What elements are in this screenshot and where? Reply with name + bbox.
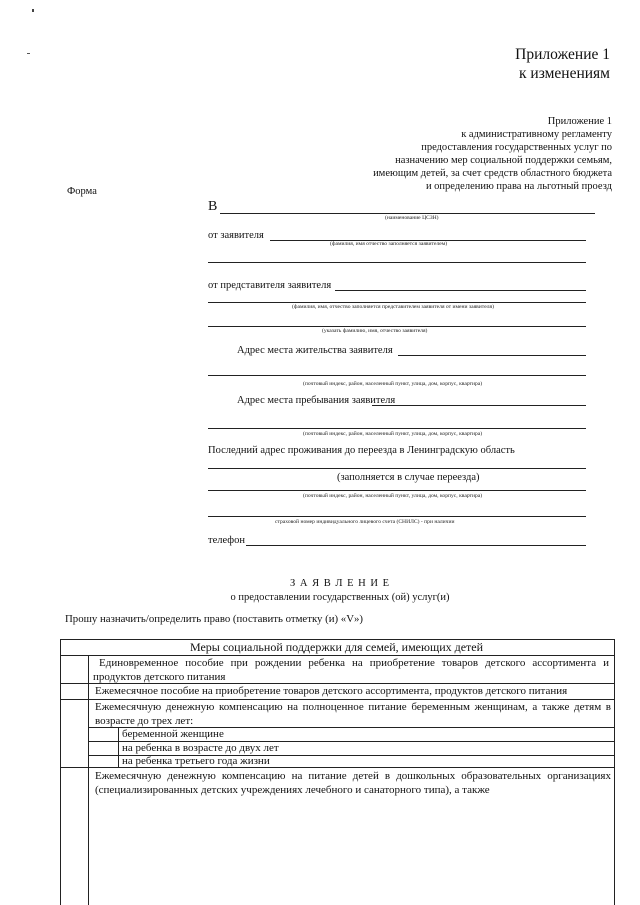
table-row: Ежемесячное пособие на приобретение товаров детского ассортимента, продуктов детского питания [95,685,568,697]
annex-header [515,45,610,83]
table-subrow: на ребенка третьего года жизни [122,755,270,767]
representative-hint-2: (указать фамилию, имя, отчество заявителя) [322,328,428,334]
applicant-hint: (фамилия, имя отчество заполняется заявителем) [330,241,448,247]
subrow-checkbox[interactable] [91,756,115,766]
representative-hint: (фамилия, имя, отчество заполняется представителем заявителя от имени заявителя) [292,304,494,310]
annex-subtitle: к изменениям [519,65,610,82]
to-prefix: В [208,199,218,214]
request-text: Прошу назначить/определить право (поставить отметку (и) «V») [65,613,363,625]
applicant-label: от заявителя [208,230,264,241]
regulation-annex-header [373,115,612,193]
subrow-checkbox[interactable] [91,729,115,740]
table-subrow: беременной женщине [122,728,224,740]
form-label: Форма [67,186,97,197]
row-checkbox[interactable] [63,658,85,680]
table-row: Ежемесячную денежную компенсацию на полноценное питание беременным женщинам, а также детям в возрасте до трех лет: [95,701,611,727]
applicant-field-line-2[interactable] [208,262,586,263]
annex-number: Приложение 1 [515,46,610,63]
snils-field-line[interactable] [208,516,586,517]
last-address-field-line[interactable] [208,468,586,469]
stay-label: Адрес места пребывания заявителя [237,395,396,406]
regulation-line: и определению права на льготный проезд [425,181,612,192]
phone-field-line[interactable] [246,545,586,546]
stay-field-line-2[interactable] [208,428,586,429]
residence-hint: (почтовый индекс, район, населенный пункт, улица, дом, корпус, квартира) [303,381,483,387]
representative-field-line-3[interactable] [208,326,586,327]
to-field-line[interactable] [220,213,595,214]
statement-title: З А Я В Л Е Н И Е [290,578,390,589]
representative-label: от представителя заявителя [208,280,332,291]
last-address-hint: (почтовый индекс, район, населенный пункт, улица, дом, корпус, квартира) [303,493,483,499]
scan-speck [27,53,30,54]
measures-table [60,639,615,905]
last-address-label: Последний адрес проживания до переезда в Ленинградскую область [208,445,515,456]
regulation-line: имеющим детей, за счет средств областного бюджета [373,168,612,179]
regulation-line: к административному регламенту [461,129,612,140]
last-address-note: (заполняется в случае переезда) [337,472,480,483]
residence-field-line-2[interactable] [208,375,586,376]
subrow-checkbox[interactable] [91,743,115,754]
residence-label: Адрес места жительства заявителя [237,345,393,356]
regulation-line: назначению мер социальной поддержки семьям, [395,155,612,166]
table-header: Меры социальной поддержки для семей, имеющих детей [189,640,484,654]
last-address-field-line-2[interactable] [208,490,586,491]
row-checkbox[interactable] [63,770,85,796]
row-checkbox[interactable] [63,685,85,697]
residence-field-line[interactable] [398,355,586,356]
phone-label: телефон [208,535,245,546]
regulation-line: Приложение 1 [547,116,612,127]
stay-field-line[interactable] [372,405,586,406]
regulation-line: предоставления государственных услуг по [421,142,612,153]
scan-speck [32,9,34,12]
table-row: Ежемесячную денежную компенсацию на питание детей в дошкольных образовательных организациях (специализированных детских учреждениях лечебного и санаторного типа), а также [95,770,611,796]
snils-hint: страховой номер индивидуального лицевого счета (СНИЛС) - при наличии [275,519,455,525]
stay-hint: (почтовый индекс, район, населенный пункт, улица, дом, корпус, квартира) [303,431,483,437]
representative-field-line[interactable] [335,290,586,291]
table-subrow: на ребенка в возрасте до двух лет [122,742,279,754]
to-hint: (наименование ЦСЗН) [385,215,439,221]
statement-subtitle: о предоставлении государственных (ой) услуг(и) [230,592,450,603]
representative-field-line-2[interactable] [208,302,586,303]
table-row: Единовременное пособие при рождении ребенка на приобретение товаров детского ассортимента и продуктов детского питания [93,657,609,683]
